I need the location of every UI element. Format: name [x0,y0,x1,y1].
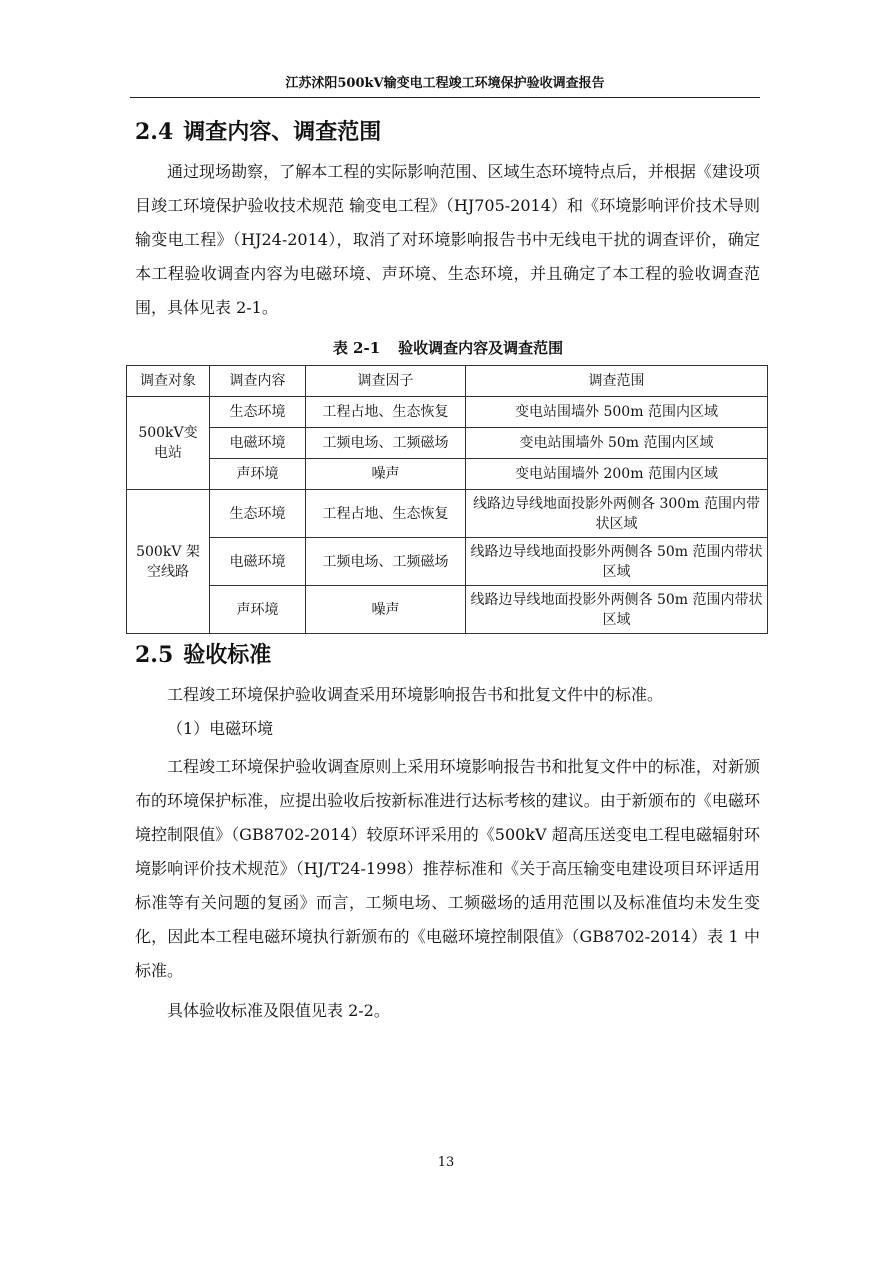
table-caption-title: 验收调查内容及调查范围 [398,339,564,357]
scope-cell: 线路边导线地面投影外两侧各 50m 范围内带状区域 [466,586,768,634]
content-cell: 生态环境 [210,490,306,538]
content-cell: 电磁环境 [210,538,306,586]
factor-cell: 工程占地、生态恢复 [306,397,466,428]
section-number: 2.4 [135,119,174,145]
subsection-label-electromagnetic: （1）电磁环境 [167,719,274,738]
factor-cell: 噪声 [306,459,466,490]
table-row [127,586,768,634]
factor-cell: 工程占地、生态恢复 [306,490,466,538]
section-2-4-heading [135,117,381,147]
content-cell: 生态环境 [210,397,306,428]
section-title: 调查内容、调查范围 [183,119,382,145]
section-2-4-paragraph: 通过现场勘察，了解本工程的实际影响范围、区域生态环境特点后，并根据《建设项目竣工环境保护验收技术规范 输变电工程》（HJ705-2014）和《环境影响评价技术导则 输变电工程》（HJ24-2014），取消了对环境影响报告书中无线电干扰的调查评价，确定本工程验收调查内容为电磁环境、声环境、生态环境，并且确定了本工程的验收调查范围，具体见表 2-1。 [135,162,760,317]
scope-cell: 变电站围墙外 500m 范围内区域 [466,397,768,428]
table-row [127,397,768,428]
scope-cell: 变电站围墙外 200m 范围内区域 [466,459,768,490]
scope-cell: 变电站围墙外 50m 范围内区域 [466,428,768,459]
table-row [127,428,768,459]
header-cell: 调查因子 [306,366,466,397]
running-header: 江苏沭阳500kV输变电工程竣工环境保护验收调查报告 [285,76,605,91]
factor-cell: 工频电场、工频磁场 [306,538,466,586]
section-2-5-paragraph-3: 工程竣工环境保护验收调查原则上采用环境影响报告书和批复文件中的标准，对新颁布的环境保护标准，应提出验收后按新标准进行达标考核的建议。由于新颁布的《电磁环境控制限值》（GB8702-2014）较原环评采用的《500kV 超高压送变电工程电磁辐射环境影响评价技术规范》（HJ/T24-1998）推荐标准和《关于高压输变电建设项目环评适用标准等有关问题的复函》而言，工频电场、工频磁场的适用范围以及标准值均未发生变化，因此本工程电磁环境执行新颁布的《电磁环境控制限值》（GB8702-2014）表 1 中标准。 [135,757,760,980]
object-cell: 500kV变电站 [127,397,210,490]
survey-scope-table [126,365,768,634]
table-header-row [127,366,768,397]
table-row [127,538,768,586]
header-cell: 调查对象 [127,366,210,397]
section-number: 2.5 [135,642,174,668]
section-title: 验收标准 [183,642,272,668]
scope-cell: 线路边导线地面投影外两侧各 50m 范围内带状区域 [466,538,768,586]
header-cell: 调查内容 [210,366,306,397]
header-rule [130,97,760,98]
page-number: 13 [437,1155,455,1170]
table-row [127,490,768,538]
header-cell: 调查范围 [466,366,768,397]
content-cell: 声环境 [210,459,306,490]
scope-cell: 线路边导线地面投影外两侧各 300m 范围内带状区域 [466,490,768,538]
section-2-5-paragraph-1: 工程竣工环境保护验收调查采用环境影响报告书和批复文件中的标准。 [167,685,664,704]
object-cell: 500kV 架空线路 [127,490,210,634]
table-caption [130,336,766,360]
table-caption-number: 表 2-1 [332,339,381,357]
table-row [127,459,768,490]
content-cell: 电磁环境 [210,428,306,459]
section-2-5-paragraph-4: 具体验收标准及限值见表 2-2。 [167,1001,390,1020]
factor-cell: 噪声 [306,586,466,634]
section-2-5-heading [135,640,271,670]
factor-cell: 工频电场、工频磁场 [306,428,466,459]
content-cell: 声环境 [210,586,306,634]
